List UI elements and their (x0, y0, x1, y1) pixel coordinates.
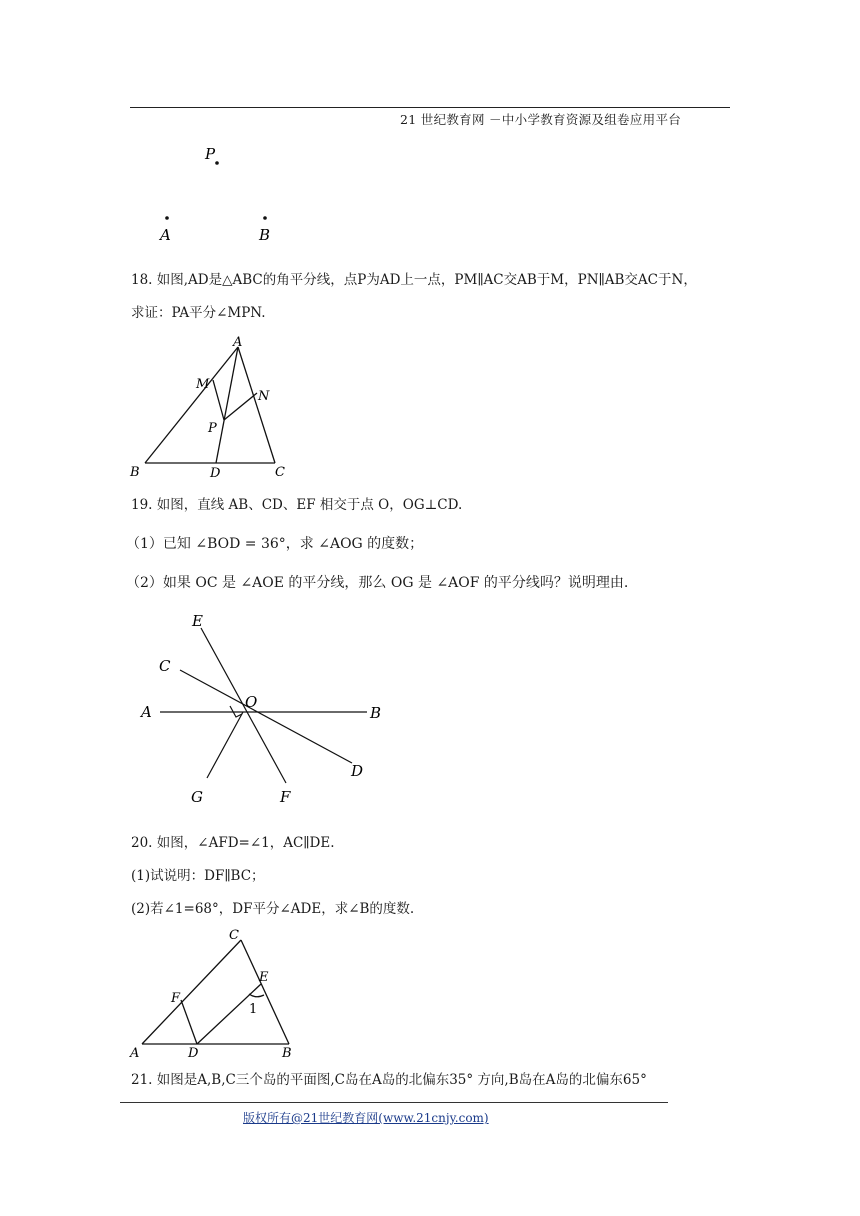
q21-line1: 21. 如图是A,B,C三个岛的平面图,C岛在A岛的北偏东35° 方向,B岛在A岛的北偏东65° (131, 1072, 647, 1088)
q19-label-a: A (141, 703, 152, 721)
label-a: A (160, 226, 171, 244)
point-b-dot (263, 216, 267, 220)
header-rule (130, 107, 730, 108)
label-b: B (259, 226, 271, 244)
q18-line1: 18. 如图,AD是△ABC的角平分线，点P为AD上一点，PM∥AC交AB于M，PN∥AB交AC于N， (131, 272, 697, 288)
q18-line2: 求证：PA平分∠MPN. (131, 305, 266, 321)
q18-label-d: D (210, 466, 221, 481)
q19-label-e: E (192, 612, 203, 630)
q19-figure (135, 608, 395, 808)
q19-label-b: B (370, 704, 382, 722)
q18-label-p: P (208, 421, 217, 436)
footer-copyright-link[interactable]: 版权所有@21世纪教育网(www.21cnjy.com) (243, 1111, 489, 1125)
q20-label-b: B (282, 1046, 292, 1061)
point-p-dot (215, 161, 219, 165)
q19-part2: （2）如果 OC 是 ∠AOE 的平分线，那么 OG 是 ∠AOF 的平分线吗？说明理由. (126, 575, 629, 591)
q20-part2: (2)若∠1=68°，DF平分∠ADE，求∠B的度数. (131, 901, 415, 917)
footer-rule (120, 1102, 668, 1103)
q20-part1: (1)试说明：DF∥BC； (131, 868, 265, 884)
q19-part1: （1）已知 ∠BOD = 36°，求 ∠AOG 的度数； (126, 536, 424, 552)
q18-label-c: C (275, 465, 285, 480)
q18-label-n: N (258, 389, 270, 404)
q19-label-f: F (280, 788, 291, 806)
q20-angle-1: 1 (249, 1002, 258, 1017)
q20-label-e: E (259, 970, 269, 985)
q18-label-m: M (196, 377, 210, 392)
q19-label-g: G (191, 788, 203, 806)
q20-label-c: C (229, 928, 239, 943)
points-figure (150, 140, 290, 250)
q20-figure (125, 926, 300, 1061)
q20-label-f: F (171, 991, 181, 1006)
q19-label-d: D (351, 762, 364, 780)
q19-line1: 19. 如图，直线 AB、CD、EF 相交于点 O，OG⊥CD. (131, 497, 463, 513)
q20-line1: 20. 如图，∠AFD=∠1，AC∥DE. (131, 835, 335, 851)
q18-label-b: B (130, 465, 140, 480)
q20-label-d: D (188, 1046, 199, 1061)
q18-label-a: A (233, 335, 243, 350)
page-header: 21 世纪教育网 －中小学教育资源及组卷应用平台 (400, 112, 682, 127)
q18-figure (125, 333, 300, 483)
q19-label-o: O (245, 693, 258, 711)
point-a-dot (165, 216, 169, 220)
label-p: P (205, 145, 216, 163)
q19-label-c: C (159, 657, 171, 675)
q20-label-a: A (130, 1046, 140, 1061)
